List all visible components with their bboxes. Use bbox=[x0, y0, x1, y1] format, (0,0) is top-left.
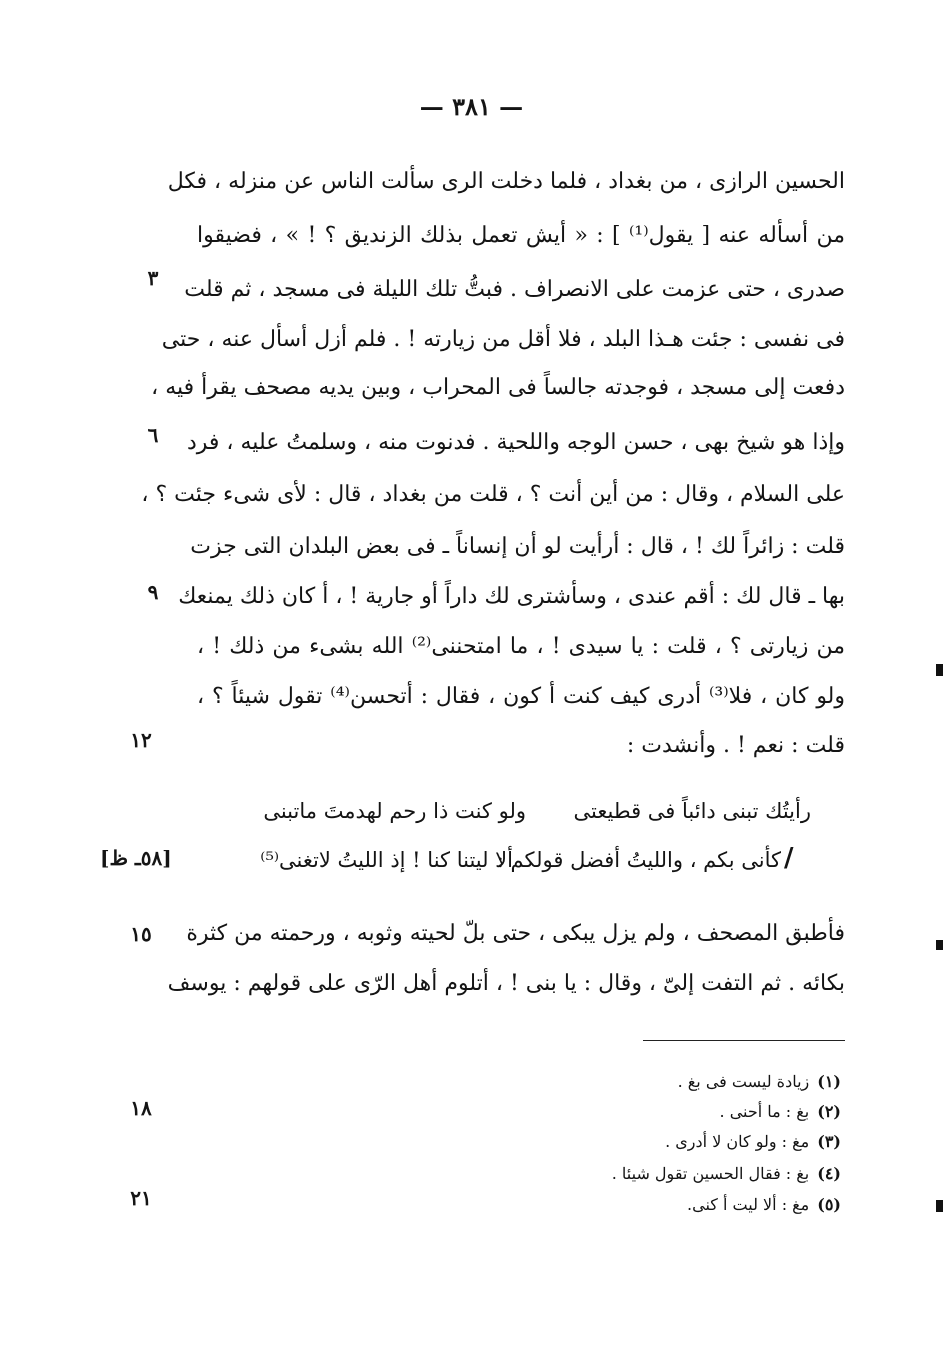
footnote bbox=[678, 1071, 841, 1093]
line-number: ٣ bbox=[147, 266, 159, 290]
footnote bbox=[612, 1163, 841, 1185]
text-line: بها ـ قال لك : أقم عندى ، وسأشترى لك داراً أو جارية ! ، أ كان ذلك يمنعك bbox=[178, 584, 845, 609]
text-line: الحسين الرازى ، من بغداد ، فلما دخلت الرى سألت الناس عن منزله ، فكل bbox=[167, 169, 845, 194]
line-number: ١٥ bbox=[130, 922, 152, 946]
text-line: قلت : زائراً لك ! ، قال : أرأيت لو أن إنساناً ـ فى بعض البلدان التى جزت bbox=[190, 534, 845, 559]
footnote-text: مغ : ولو كان لا أدرى . bbox=[665, 1132, 810, 1151]
text-line: من أسأله عنه [ يقول⁽¹⁾ ] : « أيش تعمل بذلك الزنديق ؟ ! » ، فضيقوا bbox=[197, 223, 846, 248]
text-line: على السلام ، وقال : من أين أنت ؟ ، قلت من بغداد ، قال : لأى شىء جئت ؟ ، bbox=[141, 482, 845, 507]
footnote-separator bbox=[643, 1040, 845, 1041]
manuscript-folio-reference: [٥٨ـ ظ] bbox=[100, 846, 172, 870]
footnote-mark: (٥) bbox=[817, 1195, 841, 1214]
verse-2-first-half: كأنى بكم ، والليتُ أفضل قولكم : bbox=[496, 848, 781, 872]
page-number: — ٣٨١ — bbox=[419, 92, 524, 121]
footnote bbox=[720, 1101, 841, 1123]
text-line: صدرى ، حتى عزمت على الانصراف . فبتُّ تلك الليلة فى مسجد ، ثم قلت bbox=[184, 277, 845, 302]
footnote bbox=[687, 1194, 841, 1216]
text-line: قلت : نعم ! . وأنشدت : bbox=[626, 733, 845, 758]
scan-edge-mark bbox=[936, 664, 943, 676]
text-line: فأطبق المصحف ، ولم يزل يبكى ، حتى بلّ لحيته وثوبه ، ورحمته من كثرة bbox=[186, 921, 845, 946]
line-number: ٦ bbox=[147, 423, 159, 447]
footnote-mark: (١) bbox=[817, 1072, 841, 1091]
line-number: ١٨ bbox=[130, 1096, 152, 1120]
line-number: ٢١ bbox=[130, 1186, 152, 1210]
text-line: وإذا هو شيخ بهى ، حسن الوجه واللحية . فدنوت منه ، وسلمتُ عليه ، فرد bbox=[186, 430, 845, 455]
footnote-text: مغ : ألا ليت أ كنى. bbox=[687, 1195, 810, 1214]
line-number: ١٢ bbox=[130, 728, 152, 752]
footnote bbox=[665, 1131, 841, 1153]
line-number: ٩ bbox=[147, 580, 159, 604]
folio-break-mark: / bbox=[784, 843, 794, 873]
verse-2-second-half: ألا ليتنا كنا ! إذ الليتُ لاتغنى⁽⁵⁾ bbox=[260, 848, 513, 872]
footnote-mark: (٣) bbox=[817, 1132, 841, 1151]
text-line: بكائه . ثم التفت إلىّ ، وقال : يا بنى ! ، أتلوم أهل الرّى على قولهم : يوسف bbox=[167, 971, 845, 996]
text-line: ولو كان ، فلا⁽³⁾ أدرى كيف كنت أ كون ، فقال : أتحسن⁽⁴⁾ تقول شيئاً ؟ ، bbox=[197, 684, 846, 709]
text-line: فى نفسى : جئت هـذا البلد ، فلا أقل من زيارته ! . فلم أزل أسأل عنه ، حتى bbox=[161, 327, 845, 352]
text-line: دفعت إلى مسجد ، فوجدته جالساً فى المحراب ، وبين يديه مصحف يقرأ فيه ، bbox=[151, 375, 845, 400]
footnote-mark: (٢) bbox=[817, 1102, 841, 1121]
text-line: من زيارتى ؟ ، قلت : يا سيدى ! ، ما امتحننى⁽²⁾ الله بشىء من ذلك ! ، bbox=[197, 634, 845, 659]
verse-1-first-half: رأيتُك تبنى دائباً فى قطيعتى bbox=[573, 799, 811, 823]
footnote-text: بغ : فقال الحسين تقول شيئا . bbox=[611, 1164, 810, 1183]
verse-1-second-half: ولو كنت ذا رحم لهدمتَ ماتبنى bbox=[263, 799, 526, 823]
footnote-text: زيادة ليست فى بغ . bbox=[677, 1072, 810, 1091]
scan-edge-mark bbox=[936, 940, 943, 950]
scan-edge-mark bbox=[936, 1200, 943, 1212]
footnote-mark: (٤) bbox=[817, 1164, 841, 1183]
footnote-text: بغ : ما أحنى . bbox=[719, 1102, 810, 1121]
